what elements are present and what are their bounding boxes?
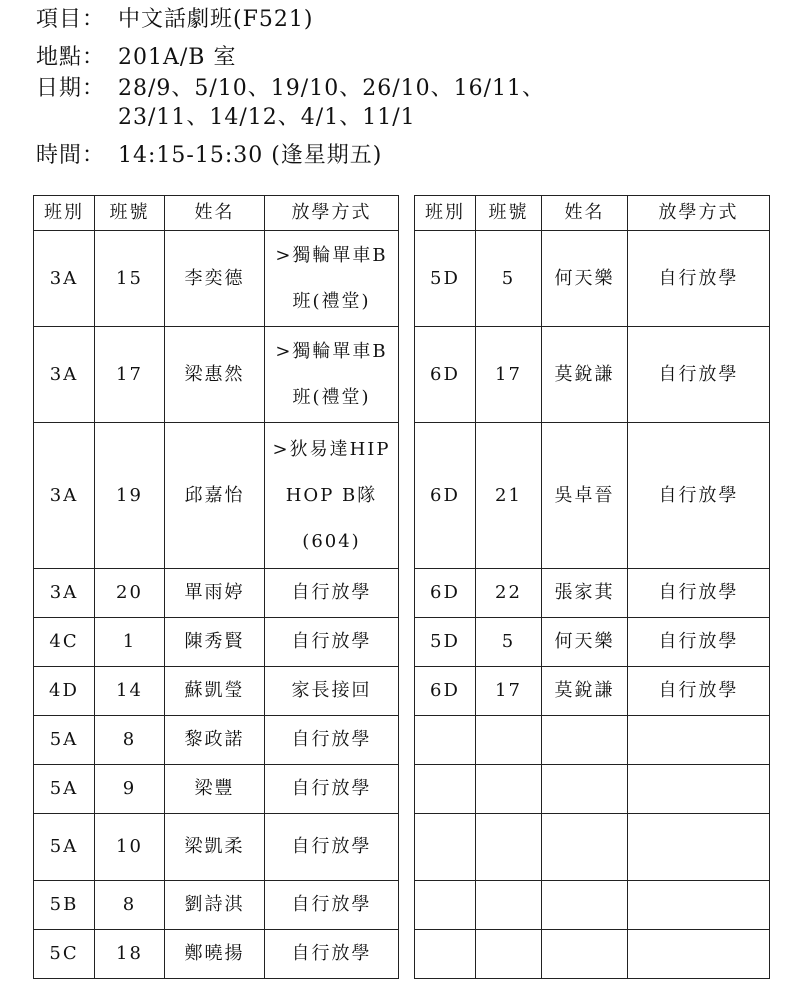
class-cell: 5A — [34, 716, 95, 765]
table-row — [415, 930, 770, 979]
project-label: 項目： — [36, 7, 106, 32]
time-label: 時間： — [36, 143, 106, 168]
table-row — [34, 327, 399, 423]
number-cell: 15 — [95, 231, 165, 327]
number-cell — [476, 716, 542, 765]
method-cell: 自行放學 — [628, 327, 770, 423]
name-cell: 陳秀賢 — [165, 618, 265, 667]
dates-line — [36, 75, 545, 103]
method-cell: 家長接回 — [265, 667, 399, 716]
method-cell — [628, 930, 770, 979]
table-row — [34, 423, 399, 569]
name-cell: 單雨婷 — [165, 569, 265, 618]
number-cell: 17 — [95, 327, 165, 423]
number-cell: 17 — [476, 667, 542, 716]
name-cell: 蘇凱瑩 — [165, 667, 265, 716]
name-cell: 黎政諾 — [165, 716, 265, 765]
table-row — [415, 716, 770, 765]
name-cell: 張家萁 — [542, 569, 628, 618]
method-cell: 自行放學 — [265, 569, 399, 618]
name-cell: 梁凱柔 — [165, 814, 265, 881]
table-row — [34, 765, 399, 814]
method-cell: >狄易達HIP HOP B隊(604) — [265, 423, 399, 569]
time-line — [36, 142, 382, 170]
class-cell: 3A — [34, 423, 95, 569]
number-cell: 1 — [95, 618, 165, 667]
project-line — [36, 6, 313, 34]
method-cell: 自行放學 — [628, 618, 770, 667]
col-class-header: 班別 — [415, 196, 476, 231]
number-cell — [476, 881, 542, 930]
table-row — [415, 667, 770, 716]
col-method-header: 放學方式 — [265, 196, 399, 231]
col-number-header: 班號 — [476, 196, 542, 231]
name-cell: 梁豐 — [165, 765, 265, 814]
method-cell — [628, 881, 770, 930]
number-cell: 10 — [95, 814, 165, 881]
location-label: 地點： — [36, 45, 106, 70]
name-cell: 李奕德 — [165, 231, 265, 327]
table-row — [415, 618, 770, 667]
number-cell: 18 — [95, 930, 165, 979]
table-row — [34, 667, 399, 716]
number-cell: 8 — [95, 881, 165, 930]
dates-label: 日期： — [36, 76, 106, 101]
method-cell: 自行放學 — [265, 814, 399, 881]
method-cell — [628, 765, 770, 814]
method-cell: 自行放學 — [628, 569, 770, 618]
number-cell: 17 — [476, 327, 542, 423]
table-row — [415, 765, 770, 814]
class-cell: 5A — [34, 765, 95, 814]
class-cell — [415, 814, 476, 881]
time-value: 14:15-15:30 (逢星期五) — [118, 143, 383, 168]
class-cell — [415, 716, 476, 765]
number-cell — [476, 765, 542, 814]
number-cell: 5 — [476, 231, 542, 327]
name-cell — [542, 881, 628, 930]
number-cell: 14 — [95, 667, 165, 716]
class-cell: 5B — [34, 881, 95, 930]
name-cell: 何天樂 — [542, 231, 628, 327]
number-cell: 20 — [95, 569, 165, 618]
class-cell: 5D — [415, 231, 476, 327]
col-name-header: 姓名 — [542, 196, 628, 231]
class-cell — [415, 765, 476, 814]
table-row — [34, 930, 399, 979]
name-cell: 邱嘉怡 — [165, 423, 265, 569]
method-cell: 自行放學 — [265, 618, 399, 667]
class-cell: 4C — [34, 618, 95, 667]
name-cell: 莫銳謙 — [542, 327, 628, 423]
name-cell: 梁惠然 — [165, 327, 265, 423]
class-cell: 3A — [34, 327, 95, 423]
method-cell — [628, 814, 770, 881]
table-row — [415, 231, 770, 327]
method-cell: >獨輪單車B班(禮堂) — [265, 327, 399, 423]
method-cell: 自行放學 — [628, 231, 770, 327]
name-cell — [542, 716, 628, 765]
method-cell — [628, 716, 770, 765]
class-cell — [415, 930, 476, 979]
col-number-header: 班號 — [95, 196, 165, 231]
table-row — [34, 814, 399, 881]
class-cell — [415, 881, 476, 930]
table-row — [34, 881, 399, 930]
table-header-row — [415, 196, 770, 231]
number-cell — [476, 930, 542, 979]
col-method-header: 放學方式 — [628, 196, 770, 231]
number-cell — [476, 814, 542, 881]
table-row — [34, 716, 399, 765]
method-cell: 自行放學 — [628, 423, 770, 569]
project-value: 中文話劇班(F521) — [118, 7, 314, 32]
table-row — [34, 231, 399, 327]
class-cell: 6D — [415, 569, 476, 618]
number-cell: 5 — [476, 618, 542, 667]
name-cell: 吳卓晉 — [542, 423, 628, 569]
name-cell — [542, 814, 628, 881]
col-name-header: 姓名 — [165, 196, 265, 231]
number-cell: 8 — [95, 716, 165, 765]
method-cell: >獨輪單車B班(禮堂) — [265, 231, 399, 327]
number-cell: 9 — [95, 765, 165, 814]
name-cell — [542, 765, 628, 814]
class-cell: 5C — [34, 930, 95, 979]
name-cell: 劉詩淇 — [165, 881, 265, 930]
name-cell: 何天樂 — [542, 618, 628, 667]
method-cell: 自行放學 — [265, 765, 399, 814]
class-cell: 6D — [415, 327, 476, 423]
class-cell: 4D — [34, 667, 95, 716]
class-cell: 6D — [415, 423, 476, 569]
location-value: 201A/B 室 — [118, 45, 237, 70]
location-line — [36, 44, 236, 72]
table-row — [415, 569, 770, 618]
name-cell: 莫銳謙 — [542, 667, 628, 716]
name-cell — [542, 930, 628, 979]
table-row — [415, 327, 770, 423]
class-cell: 5A — [34, 814, 95, 881]
dates-line-2 — [118, 104, 416, 132]
class-cell: 6D — [415, 667, 476, 716]
table-row — [34, 569, 399, 618]
table-header-row — [34, 196, 399, 231]
table-row — [34, 618, 399, 667]
roster-table-left — [33, 195, 399, 979]
table-row — [415, 814, 770, 881]
dates-value-line2: 23/11、14/12、4/1、11/1 — [118, 105, 416, 130]
method-cell: 自行放學 — [265, 930, 399, 979]
method-cell: 自行放學 — [265, 881, 399, 930]
method-cell: 自行放學 — [628, 667, 770, 716]
table-row — [415, 423, 770, 569]
class-cell: 3A — [34, 569, 95, 618]
dates-value-line1: 28/9、5/10、19/10、26/10、16/11、 — [118, 76, 546, 101]
method-cell: 自行放學 — [265, 716, 399, 765]
name-cell: 鄭曉揚 — [165, 930, 265, 979]
number-cell: 21 — [476, 423, 542, 569]
class-cell: 3A — [34, 231, 95, 327]
col-class-header: 班別 — [34, 196, 95, 231]
number-cell: 19 — [95, 423, 165, 569]
number-cell: 22 — [476, 569, 542, 618]
class-cell: 5D — [415, 618, 476, 667]
roster-table-right — [414, 195, 770, 979]
table-row — [415, 881, 770, 930]
